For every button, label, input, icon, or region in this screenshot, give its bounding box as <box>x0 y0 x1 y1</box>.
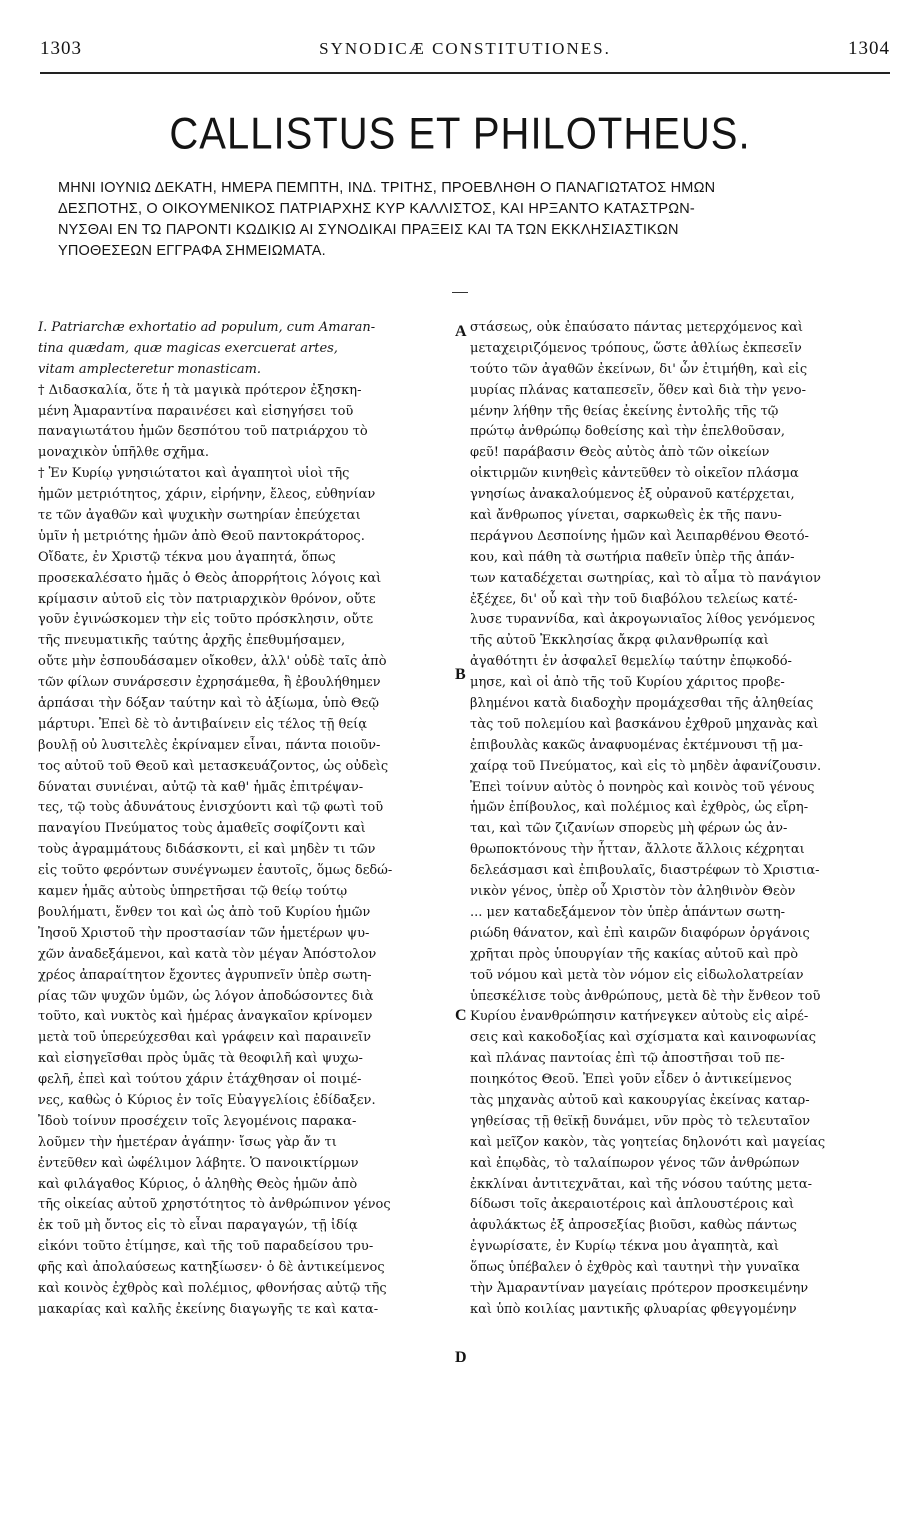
text-line: μησε, καὶ οἱ ἀπὸ τῆς τοῦ Κυρίου χάριτος προβε- <box>470 675 785 691</box>
main-title: CALLISTUS ET PHILOTHEUS. <box>169 109 751 159</box>
margin-letter-a: A <box>455 323 467 340</box>
text-line: ἀφυλάκτως ἐξ ἀπροσεξίας βιοῦσι, καθὼς πάντως <box>470 1218 797 1234</box>
text-line: παναγίου Πνεύματος τοὺς ἀμαθεῖς σοφίζοντι καὶ <box>38 821 366 837</box>
header-rule <box>40 72 890 74</box>
running-head-title: SYNODICÆ CONSTITUTIONES. <box>319 39 611 58</box>
text-line: καὶ ἄνθρωπος γίνεται, σαρκωθεὶς ἐκ τῆς πανυ- <box>470 508 782 524</box>
greek-heading-line: ΝΥΣΘΑΙ ΕΝ ΤΩ ΠΑΡΟΝΤΙ ΚΩΔΙΚΙΩ ΑΙ ΣΥΝΟΔΙΚΑΙ ΠΡΑΞΕΙΣ ΚΑΙ ΤΑ ΤΩΝ ΕΚΚΛΗΣΙΑΣΤΙΚΩΝ <box>58 221 679 238</box>
text-line: ὑμῖν ἡ μετριότης ἡμῶν ἀπὸ Θεοῦ παντοκράτορος. <box>38 528 365 544</box>
text-line: λοῦμεν τὴν ἡμετέραν ἀγάπην· ἴσως γὰρ ἄν τι <box>38 1134 337 1150</box>
margin-letter-d: D <box>455 1349 467 1366</box>
left-column <box>38 318 458 1321</box>
text-line: μένην λήθην τῆς θείας ἐκείνης ἐντολῆς τῆς τῷ <box>470 403 779 419</box>
text-line: γοῦν ἐγινώσκομεν τὴν εἰς τοῦτο πρόσκλησιν, οὔτε <box>38 612 374 628</box>
text-line: ... μεν καταδεξάμενον τὸν ὑπὲρ ἁπάντων σωτη- <box>470 904 786 920</box>
text-line: ὑπεσκέλισε τοὺς ἀνθρώπους, μετὰ δὲ τὴν ἔνθεον τοῦ <box>470 988 821 1004</box>
text-line: τῆς πνευματικῆς ταύτης ἀρχῆς ἐπεθυμήσαμεν, <box>38 633 346 649</box>
text-line: τε τῶν ἀγαθῶν καὶ ψυχικὴν σωτηρίαν ἐπεύχεται <box>38 508 361 524</box>
text-line: θρωποκτόνους τὴν ἧτταν, ἄλλοτε ἄλλοις κέχρηται <box>470 842 805 858</box>
text-line: σεις καὶ κακοδοξίας καὶ σχίσματα καὶ καινοφωνίας <box>470 1030 817 1046</box>
running-head <box>40 38 890 62</box>
text-line: τοῦτο, καὶ νυκτὸς καὶ ἡμέρας ἀναγκαῖον κρίνομεν <box>38 1009 373 1025</box>
text-line: καὶ φιλάγαθος Κύριος, ὁ ἀληθὴς Θεὸς ἡμῶν ἀπὸ <box>38 1176 358 1192</box>
text-line: ἐπιβουλὰς κακῶς ἀναφυομένας ἐκτέμνουσι τῇ μα- <box>470 737 803 753</box>
text-line: καὶ ὑπὸ κοιλίας μαντικῆς φλυαρίας φθεγγομένην <box>470 1301 797 1317</box>
text-line: ἐντεῦθεν καὶ ὠφέλιμον λάβητε. Ὁ πανοικτίρμων <box>38 1155 359 1171</box>
text-line: στάσεως, οὐκ ἐπαύσατο πάντας μετερχόμενος καὶ <box>470 320 803 335</box>
text-line: οὔτε μὴν ἐσπουδάσαμεν οἴκοθεν, ἀλλ' οὐδὲ ταῖς ἀπὸ <box>38 654 387 670</box>
text-line: τὴν Ἀμαραντίναν μαγείαις πρότερον προσκειμένην <box>470 1280 809 1296</box>
text-line: παναγιωτάτου ἡμῶν δεσπότου τοῦ πατριάρχου τὸ <box>38 424 368 440</box>
text-line: τοὺς ἀγραμμάτους διδάσκοντι, εἰ καὶ μηδὲν τι τῶν <box>38 842 376 858</box>
text-line: καὶ εἰσηγεῖσθαι πρὸς ὑμᾶς τὰ θεοφιλῆ καὶ ψυχω- <box>38 1051 363 1067</box>
text-line: ἡμῶν ἐπίβουλος, καὶ πολέμιος καὶ ἐχθρὸς, ὡς εἴρη- <box>470 800 809 816</box>
text-line: μετὰ τοῦ ὑπερεύχεσθαι καὶ γράφειν καὶ παραινεῖν <box>38 1030 372 1046</box>
text-line: καμεν ἡμᾶς αὐτοὺς ὑπηρετῆσαι τῷ θείῳ τούτῳ <box>38 884 348 900</box>
text-line: ποιηκότος Θεοῦ. Ἐπεὶ γοῦν εἶδεν ὁ ἀντικείμενος <box>470 1072 792 1088</box>
greek-heading-line: ΜΗΝΙ ΙΟΥΝΙΩ ΔΕΚΑΤΗ, ΗΜΕΡΑ ΠΕΜΠΤΗ, ΙΝΔ. ΤΡΙΤΗΣ, ΠΡΟΕΒΛΗΘΗ Ο ΠΑΝΑΓΙΩΤΑΤΟΣ ΗΜΩΝ <box>58 180 716 196</box>
left-column-number: 1303 <box>40 38 82 59</box>
text-line: τος αὐτοῦ τοῦ Θεοῦ καὶ μετασκευάζοντος, ὡς οὐδεὶς <box>38 758 389 774</box>
text-line: καὶ μεῖζον κακὸν, τὰς γοητείας δηλονότι καὶ μαγείας <box>470 1134 826 1150</box>
text-line: χρῆται πρὸς ὑπουργίαν τῆς κακίας αὐτοῦ καὶ πρὸ <box>470 946 799 962</box>
text-line: ριώδη θάνατον, καὶ ἐπὶ καιρῶν διαφόρων ὀργάνοις <box>470 925 810 941</box>
text-line: φεῦ! παράβασιν Θεὸς αὐτὸς ἀπὸ τῶν οἰκείων <box>470 445 770 461</box>
text-line: δελεάσμασι καὶ ἐπιβουλαῖς, διαστρέφων τὸ Χριστια- <box>470 863 820 879</box>
text-line: μένη Ἀμαραντίνα παραινέσει καὶ εἰσηγήσει τοῦ <box>38 403 354 419</box>
text-line: Ἐπεὶ τοίνυν αὐτὸς ὁ πονηρὸς καὶ κοινὸς τοῦ γένους <box>470 779 815 795</box>
text-line: μυρίας πλάνας καταπεσεῖν, ὅθεν καὶ διὰ τὴν γενο- <box>470 382 807 398</box>
text-line: οἰκτιρμῶν κινηθεὶς κἀντεῦθεν τὸ οἰκεῖον πλάσμα <box>470 466 799 482</box>
text-line: μάρτυρι. Ἐπεὶ δὲ τὸ ἀντιβαίνειν εἰς τέλος τῇ θείᾳ <box>38 716 367 732</box>
text-line: χῶν ἀναδεξάμενοι, καὶ κατὰ τὸν μέγαν Ἀπόστολον <box>38 946 377 962</box>
text-line: λυσε τυραννίδα, καὶ ἀκρογωνιαῖος λίθος γενόμενος <box>470 612 815 628</box>
text-line: ὅπως ὑπέβαλεν ὁ ἐχθρὸς καὶ ταυτηνὶ τὴν γυναῖκα <box>470 1260 800 1276</box>
text-line: ἐκ τοῦ μὴ ὄντος εἰς τὸ εἶναι παραγαγών, τῇ ἰδίᾳ <box>38 1218 358 1234</box>
text-line: κου, καὶ πάθη τὰ σωτήρια παθεῖν ὑπὲρ τῆς ἁπάν- <box>470 549 795 565</box>
text-line: † Διδασκαλία, ὅτε ἡ τὰ μαγικὰ πρότερον ἐξησκη- <box>38 382 362 398</box>
text-line: ἐγνωρίσατε, ἐν Κυρίῳ τέκνα μου ἀγαπητὰ, καὶ <box>470 1239 780 1255</box>
text-line: δίδωσι τοῖς ἀκεραιοτέροις καὶ ἁπλουστέροις καὶ <box>470 1197 795 1213</box>
text-line: † Ἐν Κυρίῳ γνησιώτατοι καὶ ἀγαπητοὶ υἱοὶ τῆς <box>38 466 350 482</box>
text-line: καὶ ἐπῳδὰς, τὸ ταλαίπωρον γένος τῶν ἀνθρώπων <box>470 1155 800 1171</box>
text-line: καὶ κοινὸς ἐχθρὸς καὶ πολέμιος, φθονήσας αὐτῷ τῆς <box>38 1280 387 1296</box>
text-line: Ἰδοὺ τοίνυν προσέχειν τοῖς λεγομένοις παρακα- <box>38 1113 357 1129</box>
text-line: Κυρίου ἐνανθρώπησιν κατήνεγκεν αὐτοὺς εἰς αἱρέ- <box>470 1009 809 1025</box>
text-line: τῆς αὐτοῦ Ἐκκλησίας ἄκρᾳ φιλανθρωπίᾳ καὶ <box>470 633 769 649</box>
text-line: κρίμασιν αὐτοῦ εἰς τὸν πατριαρχικὸν θρόνον, οὔτε <box>38 591 376 607</box>
text-line: χρέος ἀπαραίτητον ἔχοντες ἀγρυπνεῖν ὑπὲρ σωτη- <box>38 967 372 983</box>
text-line: γηθείσας τῇ θεϊκῇ δυνάμει, νῦν πρὸς τὸ τελευταῖον <box>470 1113 811 1129</box>
text-line: γνησίως ἀνακαλούμενος ἐξ οὐρανοῦ κατέρχεται, <box>470 487 795 503</box>
margin-letter-c: C <box>455 1007 467 1024</box>
text-line: φελῆ, ἐπεὶ καὶ τούτου χάριν ἐτάχθησαν οἱ ποιμέ- <box>38 1072 362 1088</box>
text-line: δύναται συνιέναι, αὐτῷ τὰ καθ' ἡμᾶς ἐπιτρέψαν- <box>38 779 364 795</box>
text-line: εἰς τοῦτο φερόντων συνέγνωμεν ἑαυτοῖς, ὅμως δεδώ- <box>38 863 393 879</box>
text-line: τοῦ νόμου καὶ μετὰ τὸν νόμον εἰς εἰδωλολατρείαν <box>470 967 804 983</box>
text-line: ἁρπάσαι τὴν δόξαν ταύτην καὶ τὸ ἀξίωμα, ὑπὸ Θεῷ <box>38 696 379 712</box>
text-line: ἀγαθότητι ἐν ἀσφαλεῖ θεμελίῳ ταύτην ἐπῳκοδό- <box>470 654 792 670</box>
text-line: τες, τῷ τοὺς ἀδυνάτους ἐνισχύοντι καὶ τῷ φωτὶ τοῦ <box>38 800 384 816</box>
text-line: tina quædam, quæ magicas exercuerat artes, <box>38 340 338 356</box>
text-line: τὰς τοῦ πολεμίου καὶ βασκάνου ἐχθροῦ μηχανὰς καὶ <box>470 716 819 732</box>
text-line: βλημένοι κατὰ διαδοχὴν προμάχεσθαι τῆς ἀληθείας <box>470 696 814 712</box>
text-line: τῶν φίλων συνάρσεσιν ἐχρησάμεθα, ἢ ἐβουλήθημεν <box>38 675 381 691</box>
text-line: νες, καθὼς ὁ Κύριος ἐν τοῖς Εὐαγγελίοις ἐδίδαξεν. <box>38 1092 376 1108</box>
text-line: Οἴδατε, ἐν Χριστῷ τέκνα μου ἀγαπητά, ὅπως <box>38 549 336 565</box>
right-column <box>470 318 890 1321</box>
text-line: ρίας τῶν ψυχῶν ὑμῶν, ὡς λόγον ἀποδώσοντες διὰ <box>38 988 374 1004</box>
text-line: τὰς μηχανὰς αὐτοῦ καὶ κακουργίας ἐκείνας καταρ- <box>470 1092 810 1108</box>
text-line: ἐκκλίναι ἀντιτεχνᾶται, καὶ τῆς νόσου ταύτης μετα- <box>470 1176 813 1192</box>
text-line: νικὸν γένος, ὑπὲρ οὗ Χριστὸν τὸν ἀληθινὸν Θεὸν <box>470 884 796 900</box>
text-line: φῆς καὶ ἀπολαύσεως κατηξίωσεν· ὁ δὲ ἀντικείμενος <box>38 1260 385 1276</box>
text-line: χαίρᾳ τοῦ Πνεύματος, καὶ εἰς τὸ μηδὲν ἀφανίζουσιν. <box>470 758 822 774</box>
text-line: των καταδέχεται σωτηρίας, καὶ τὸ αἷμα τὸ πανάγιον <box>470 570 821 586</box>
greek-heading-line: ΥΠΟΘΕΣΕΩΝ ΕΓΓΡΑΦΑ ΣΗΜΕΙΩΜΑΤΑ. <box>58 242 326 259</box>
text-line: vitam amplecteretur monasticam. <box>38 361 262 377</box>
text-line: τῆς οἰκείας αὐτοῦ χρηστότητος τὸ ἀνθρώπινον γένος <box>38 1197 391 1213</box>
text-line: μεταχειριζόμενος τρόπους, ὥστε ἀθλίως ἐκπεσεῖν <box>470 340 802 356</box>
text-line: μοναχικὸν ὑπῆλθε σχῆμα. <box>38 445 209 461</box>
text-line: Ἰησοῦ Χριστοῦ τὴν προστασίαν τῶν ἡμετέρων ψυ- <box>38 925 370 941</box>
greek-heading <box>58 178 888 262</box>
text-line: προσεκαλέσατο ἡμᾶς ὁ Θεὸς ἀπορρήτοις λόγοις καὶ <box>38 570 382 586</box>
text-line: I. Patriarchæ exhortatio ad populum, cum Amaran- <box>38 320 376 335</box>
text-line: βουλήματι, ἔνθεν τοι καὶ ὡς ἀπὸ τοῦ Κυρίου ἡμῶν <box>38 904 371 920</box>
right-column-number: 1304 <box>847 38 890 59</box>
text-line: καὶ πλάνας παντοίας ἐπὶ τῷ ἀποστῆσαι τοῦ πε- <box>470 1051 785 1067</box>
text-line: ται, καὶ τῶν ζιζανίων σπορεὺς μὴ φέρων ὡς ἀν- <box>470 821 788 837</box>
text-line: ἡμῶν μετριότητος, χάριν, εἰρήνην, ἔλεος, εὐθηνίαν <box>38 487 376 503</box>
text-line: πρώτῳ ἀνθρώπῳ δοθείσης καὶ τὴν ἐπελθοῦσαν, <box>470 424 786 440</box>
text-line: εἰκόνι τοῦτο ἐτίμησε, καὶ τῆς τοῦ παραδείσου τρυ- <box>38 1239 374 1255</box>
text-line: ἐξέχεε, δι' οὗ καὶ τὴν τοῦ διαβόλου τελείως κατέ- <box>470 591 798 607</box>
greek-heading-line: ΔΕΣΠΟΤΗΣ, Ο ΟΙΚΟΥΜΕΝΙΚΟΣ ΠΑΤΡΙΑΡΧΗΣ ΚΥΡ ΚΑΛΛΙΣΤΟΣ, ΚΑΙ ΗΡΞΑΝΤΟ ΚΑΤΑΣΤΡΩΝ- <box>58 200 695 217</box>
section-dash <box>452 292 468 293</box>
text-line: περάγνου Δεσποίνης ἡμῶν καὶ Ἀειπαρθένου Θεοτό- <box>470 528 809 544</box>
text-line: τούτο τῶν ἀγαθῶν ἐκείνων, δι' ὧν ἐτιμήθη, καὶ εἰς <box>470 361 808 377</box>
margin-letter-b: B <box>455 666 466 683</box>
text-line: βουλῇ οὐ λυσιτελὲς ἐκρίναμεν εἶναι, πάντα ποιοῦν- <box>38 737 381 753</box>
text-line: μακαρίας καὶ καλῆς ἐκείνης διαγωγῆς τε καὶ κατα- <box>38 1301 379 1317</box>
